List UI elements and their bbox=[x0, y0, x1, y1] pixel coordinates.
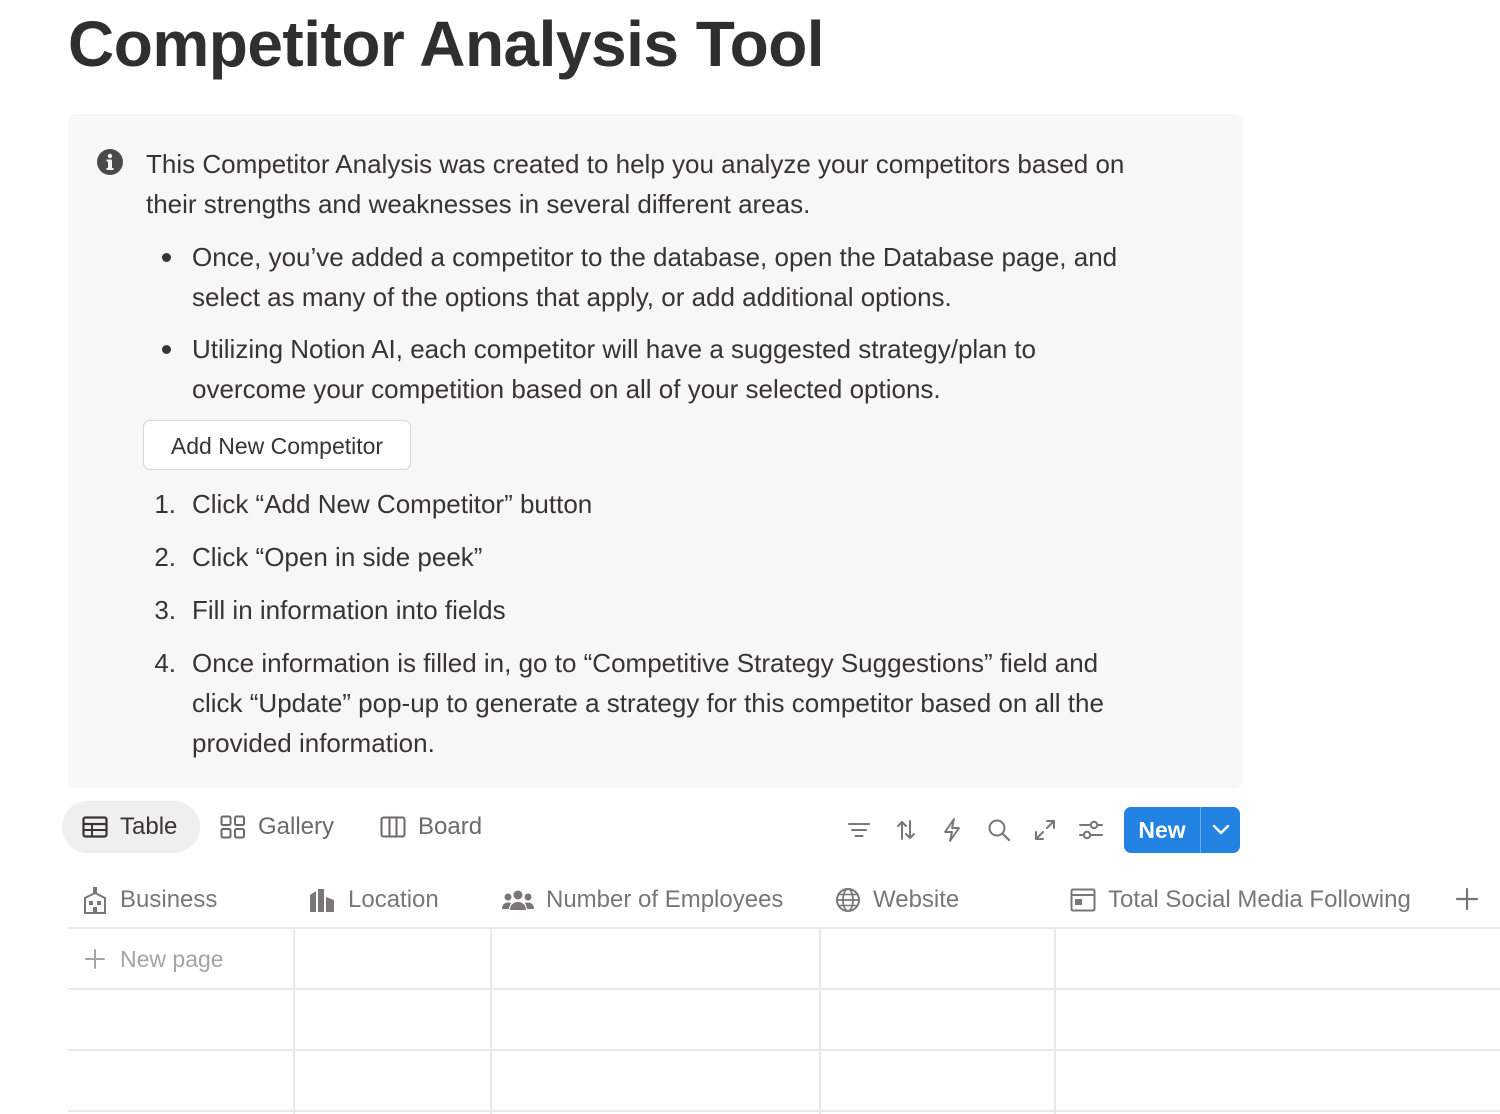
settings-icon bbox=[1078, 819, 1104, 841]
info-icon bbox=[96, 148, 124, 176]
step-3-number: 3. bbox=[154, 595, 176, 625]
search-icon bbox=[987, 818, 1011, 842]
step-2-number: 2. bbox=[154, 542, 176, 572]
globe-icon bbox=[835, 887, 861, 913]
building-icon bbox=[82, 886, 108, 914]
page-title: Competitor Analysis Tool bbox=[68, 8, 825, 80]
add-new-competitor-button[interactable]: Add New Competitor bbox=[143, 420, 411, 470]
tab-table[interactable] bbox=[62, 801, 200, 853]
new-page-label: New page bbox=[120, 945, 224, 972]
table-column-divider bbox=[490, 928, 492, 1114]
step-4-line2: click “Update” pop-up to generate a strategy for this competitor based on all the bbox=[192, 688, 1104, 718]
bullet-1-line1: Once, you’ve added a competitor to the database, open the Database page, and bbox=[192, 242, 1118, 272]
column-header-number-of-employees[interactable] bbox=[502, 880, 783, 920]
column-header-label: Website bbox=[873, 886, 960, 913]
new-button-group bbox=[1124, 807, 1240, 853]
callout-intro-line1: This Competitor Analysis was created to help you analyze your competitors based on bbox=[146, 149, 1125, 179]
people-icon bbox=[502, 889, 534, 911]
plus-icon bbox=[1455, 887, 1479, 911]
column-header-business[interactable] bbox=[82, 880, 217, 920]
column-header-total-social-media-following[interactable] bbox=[1070, 880, 1411, 920]
column-header-label: Number of Employees bbox=[546, 886, 784, 913]
new-dropdown-button[interactable] bbox=[1201, 807, 1240, 853]
filter-button[interactable] bbox=[844, 815, 874, 845]
table-column-divider bbox=[819, 928, 821, 1114]
step-4-number: 4. bbox=[154, 648, 176, 678]
plus-icon bbox=[84, 948, 106, 970]
filter-icon bbox=[847, 820, 871, 840]
tab-board-label: Board bbox=[418, 813, 483, 840]
bullet-dot bbox=[162, 345, 171, 354]
step-1-number: 1. bbox=[154, 489, 176, 519]
step-2-text: Click “Open in side peek” bbox=[192, 542, 483, 572]
step-4-line3: provided information. bbox=[192, 728, 435, 758]
step-3-text: Fill in information into fields bbox=[192, 595, 506, 625]
bullet-2-line2: overcome your competition based on all of your selected options. bbox=[192, 374, 941, 404]
new-page-row-button[interactable] bbox=[84, 942, 224, 976]
tab-board[interactable] bbox=[380, 801, 500, 853]
column-header-label: Location bbox=[348, 886, 439, 913]
callout-intro-line2: their strengths and weaknesses in several different areas. bbox=[146, 189, 811, 219]
bullet-2-line1: Utilizing Notion AI, each competitor will have a suggested strategy/plan to bbox=[192, 334, 1037, 364]
gallery-icon bbox=[220, 815, 246, 839]
expand-button[interactable] bbox=[1030, 815, 1060, 845]
table-icon bbox=[82, 816, 108, 838]
table-header-divider bbox=[68, 927, 1500, 929]
table-row-divider bbox=[68, 1110, 1500, 1112]
step-4-line1: Once information is filled in, go to “Competitive Strategy Suggestions” field and bbox=[192, 648, 1099, 678]
column-header-website[interactable] bbox=[835, 880, 959, 920]
table-column-divider bbox=[293, 928, 295, 1114]
form-icon bbox=[1070, 888, 1096, 912]
tab-gallery-label: Gallery bbox=[258, 813, 335, 840]
sort-button[interactable] bbox=[891, 815, 921, 845]
bullet-1-line2: select as many of the options that apply, or add additional options. bbox=[192, 282, 952, 312]
add-property-button[interactable] bbox=[1452, 884, 1482, 914]
step-1-text: Click “Add New Competitor” button bbox=[192, 489, 593, 519]
table-row-divider bbox=[68, 1049, 1500, 1051]
search-button[interactable] bbox=[984, 815, 1014, 845]
bullet-dot bbox=[162, 253, 171, 262]
table-row-divider bbox=[68, 988, 1500, 990]
column-header-label: Total Social Media Following bbox=[1108, 886, 1411, 913]
sort-icon bbox=[894, 818, 918, 842]
tab-gallery[interactable] bbox=[220, 801, 350, 853]
table-column-divider bbox=[1054, 928, 1056, 1114]
chevron-down-icon bbox=[1212, 824, 1230, 836]
tab-table-label: Table bbox=[120, 813, 178, 840]
automation-button[interactable] bbox=[937, 815, 967, 845]
new-button[interactable]: New bbox=[1138, 817, 1186, 843]
settings-button[interactable] bbox=[1076, 815, 1106, 845]
location-icon bbox=[308, 887, 336, 913]
column-header-label: Business bbox=[120, 886, 218, 913]
column-header-location[interactable] bbox=[308, 880, 439, 920]
board-icon bbox=[380, 816, 406, 838]
expand-icon bbox=[1033, 818, 1057, 842]
automation-icon bbox=[942, 817, 962, 843]
